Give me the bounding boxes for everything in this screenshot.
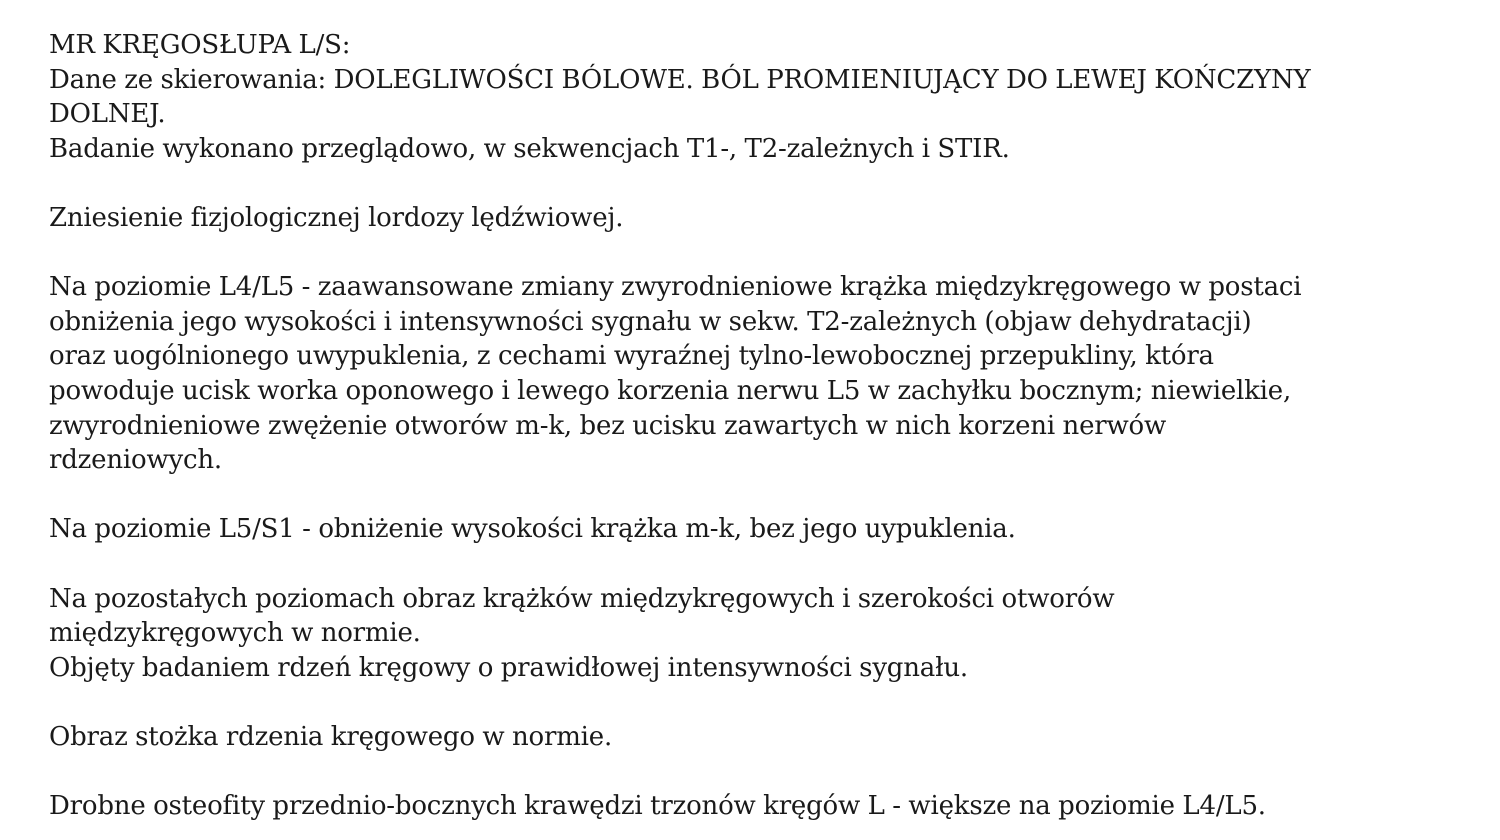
radiology-report bbox=[49, 28, 1494, 824]
other-levels-line: Na pozostałych poziomach obraz krążków międzykręgowych i szerokości otworów bbox=[49, 583, 1115, 614]
l4-l5-finding-line: oraz uogólnionego uwypuklenia, z cechami wyraźnej tylno-lewobocznej przepukliny, która bbox=[49, 341, 1214, 372]
l4-l5-finding-line: obniżenia jego wysokości i intensywności sygnału w sekw. T2-zależnych (objaw dehydratacji) bbox=[49, 306, 1252, 337]
paragraph-gap bbox=[49, 685, 1494, 720]
conus-finding: Obraz stożka rdzenia kręgowego w normie. bbox=[49, 721, 613, 752]
paragraph-gap bbox=[49, 166, 1494, 201]
l4-l5-finding-line: Na poziomie L4/L5 - zaawansowane zmiany zwyrodnieniowe krążka międzykręgowego w postaci bbox=[49, 272, 1302, 303]
spinal-cord-line: Objęty badaniem rdzeń kręgowy o prawidłowej intensywności sygnału. bbox=[49, 652, 968, 683]
paragraph-gap bbox=[49, 236, 1494, 271]
osteophytes-finding: Drobne osteofity przednio-bocznych krawędzi trzonów kręgów L - większe na poziomie L4/L5. bbox=[49, 791, 1266, 822]
lordosis-finding: Zniesienie fizjologicznej lordozy lędźwiowej. bbox=[49, 202, 624, 233]
other-levels-line: międzykręgowych w normie. bbox=[49, 618, 421, 649]
paragraph-gap bbox=[49, 478, 1494, 513]
l5-s1-finding: Na poziomie L5/S1 - obniżenie wysokości krążka m-k, bez jego uypuklenia. bbox=[49, 514, 1016, 545]
l4-l5-finding-line: zwyrodnieniowe zwężenie otworów m-k, bez ucisku zawartych w nich korzeni nerwów bbox=[49, 410, 1167, 441]
referral-line: Dane ze skierowania: DOLEGLIWOŚCI BÓLOWE. BÓL PROMIENIUJĄCY DO LEWEJ KOŃCZYNY bbox=[49, 64, 1311, 95]
l4-l5-finding-line: powoduje ucisk worka oponowego i lewego korzenia nerwu L5 w zachyłku bocznym; niewielkie, bbox=[49, 375, 1292, 406]
method-line: Badanie wykonano przeglądowo, w sekwencjach T1-, T2-zależnych i STIR. bbox=[49, 133, 1010, 164]
l4-l5-finding-line: rdzeniowych. bbox=[49, 445, 222, 476]
report-title: MR KRĘGOSŁUPA L/S: bbox=[49, 30, 351, 60]
paragraph-gap bbox=[49, 754, 1494, 789]
referral-line-cont: DOLNEJ. bbox=[49, 99, 166, 130]
paragraph-gap bbox=[49, 547, 1494, 582]
